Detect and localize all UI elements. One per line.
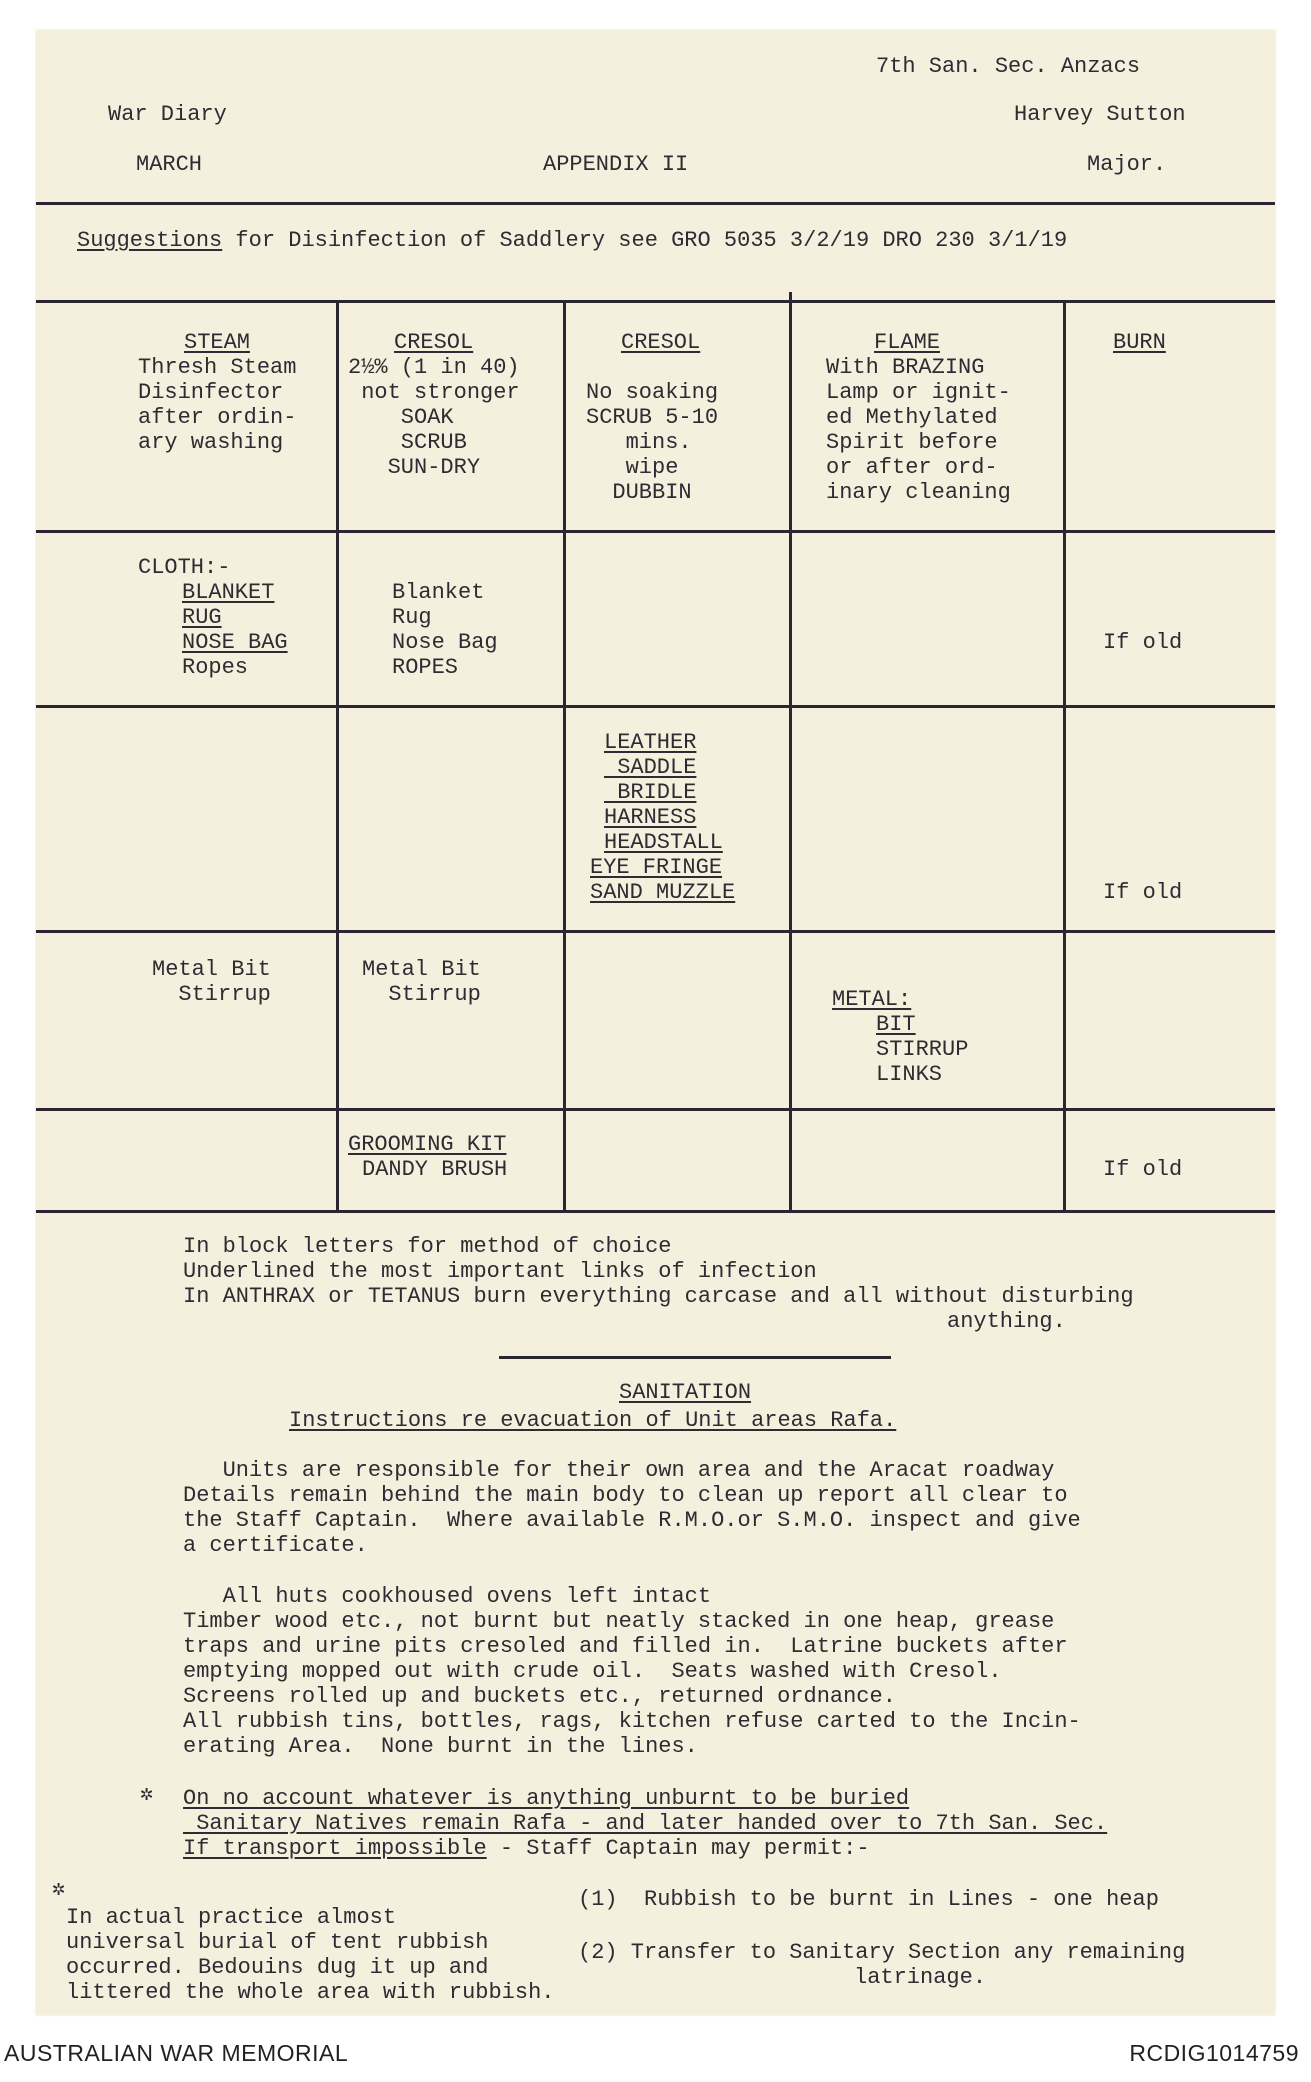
- note-block-letters: In block letters for method of choice: [183, 1234, 672, 1259]
- steam-heading: STEAM: [184, 330, 251, 355]
- cresol-heading-2: CRESOL: [621, 330, 701, 355]
- cloth-burn: If old: [1103, 630, 1183, 655]
- rank-label: Major.: [1087, 152, 1167, 177]
- document-page: [36, 30, 1275, 2015]
- flame-heading: FLAME: [874, 330, 941, 355]
- header-rule: [36, 202, 1275, 205]
- section-divider: [499, 1356, 891, 1359]
- footnote-star-icon: ✲: [52, 1877, 66, 1902]
- cloth-cresol-items: Blanket Rug Nose Bag ROPES: [392, 580, 498, 680]
- table-rule-bottom: [36, 1210, 1275, 1213]
- table-col-2: [563, 300, 566, 1212]
- steam-method: Thresh Steam Disinfector after ordin- ary washing: [138, 355, 297, 455]
- footnote-text: In actual practice almost universal burial of tent rubbish occurred. Bedouins dug it up and littered the whole area with rubbish.: [66, 1905, 555, 2005]
- metal-flame-bit: BIT: [876, 1012, 916, 1037]
- table-rule-top: [36, 300, 1275, 303]
- cloth-heading: CLOTH:-: [138, 555, 231, 580]
- sanitation-para-1: Units are responsible for their own area and the Aracat roadway Details remain behind the main body to clean up report all clear to the Staff Captain. Where available R.M.O.or S.M.O. inspect and give a certificate.: [183, 1458, 1081, 1558]
- leather-item-sandmuzzle: SAND MUZZLE: [590, 880, 736, 905]
- month-label: MARCH: [136, 152, 203, 177]
- table-col-4: [1063, 300, 1066, 1212]
- sanitation-para-2: All huts cookhoused ovens left intact Timber wood etc., not burnt but neatly stacked in one heap, grease traps and urine pits cresoled and filled in. Latrine buckets after emptying mopped out with crude oil. Seats washed with Cresol. Screens rolled up and buckets etc., returned ordnance. All rubbish tins, bottles, rags, kitchen refuse carted to the Incin- erating Area. None burnt in the lines.: [183, 1584, 1081, 1759]
- metal-steam: Metal Bit Stirrup: [152, 957, 271, 1007]
- option-2: (2) Transfer to Sanitary Section any remaining: [578, 1940, 1186, 1965]
- cloth-item-ropes: Ropes: [182, 655, 249, 680]
- metal-flame-items: STIRRUP LINKS: [876, 1037, 969, 1087]
- grooming-item: DANDY BRUSH: [362, 1157, 508, 1182]
- sanitation-title: SANITATION: [619, 1380, 752, 1405]
- instruction-transport-rest: - Staff Captain may permit:-: [486, 1836, 870, 1861]
- cresol-method-2: No soaking SCRUB 5-10 mins. wipe DUBBIN: [586, 380, 719, 505]
- option-2-cont: latrinage.: [854, 1965, 987, 1990]
- leather-item-harness: HARNESS: [604, 805, 697, 830]
- author-name: Harvey Sutton: [1014, 102, 1186, 127]
- leather-item-saddle: SADDLE: [604, 755, 697, 780]
- instruction-transport-underlined: If transport impossible: [183, 1836, 487, 1861]
- footer-archive-name: AUSTRALIAN WAR MEMORIAL: [4, 2040, 349, 2066]
- unit-name: 7th San. Sec. Anzacs: [876, 54, 1141, 79]
- table-col-3: [789, 292, 792, 1212]
- suggestion-prefix: Suggestions: [77, 228, 223, 253]
- table-rule-1: [36, 530, 1275, 533]
- cresol-method-1: 2½% (1 in 40) not stronger SOAK SCRUB SUN-DRY: [348, 355, 520, 480]
- metal-cresol: Metal Bit Stirrup: [362, 957, 481, 1007]
- leather-item-headstall: HEADSTALL: [604, 830, 723, 855]
- diary-title: War Diary: [108, 102, 227, 127]
- cloth-item-nosebag: NOSE BAG: [182, 630, 288, 655]
- instruction-transport: [183, 1836, 870, 1861]
- leather-item-eyefringe: EYE FRINGE: [590, 855, 723, 880]
- star-mark-icon: ✲: [140, 1782, 154, 1807]
- footer-record-id: RCDIG1014759: [1129, 2040, 1299, 2066]
- suggestion-rest: for Disinfection of Saddlery see GRO 5035 3/2/19 DRO 230 3/1/19: [222, 228, 1068, 253]
- table-col-1: [336, 300, 339, 1212]
- flame-method: With BRAZING Lamp or ignit- ed Methylated Spirit before or after ord- inary cleaning: [826, 355, 1011, 505]
- leather-item-bridle: BRIDLE: [604, 780, 697, 805]
- option-1: (1) Rubbish to be burnt in Lines - one heap: [578, 1887, 1159, 1912]
- cresol-heading-1: CRESOL: [394, 330, 474, 355]
- grooming-heading: GROOMING KIT: [348, 1132, 507, 1157]
- note-underlined: Underlined the most important links of infection: [183, 1259, 817, 1284]
- instruction-no-burial: On no account whatever is anything unburnt to be buried: [183, 1786, 910, 1811]
- metal-flame-heading: METAL:: [832, 987, 912, 1012]
- cloth-item-blanket: BLANKET: [182, 580, 275, 605]
- leather-heading: LEATHER: [604, 730, 697, 755]
- note-anthrax: In ANTHRAX or TETANUS burn everything carcase and all without disturbing: [183, 1284, 1134, 1309]
- burn-heading: BURN: [1113, 330, 1166, 355]
- grooming-burn: If old: [1103, 1157, 1183, 1182]
- cloth-item-rug: RUG: [182, 605, 222, 630]
- suggestion-line: [77, 228, 1067, 253]
- table-rule-4: [36, 1108, 1275, 1111]
- appendix-label: APPENDIX II: [543, 152, 689, 177]
- sanitation-subtitle: Instructions re evacuation of Unit areas Rafa.: [289, 1408, 897, 1433]
- instruction-sanitary-natives: Sanitary Natives remain Rafa - and later handed over to 7th San. Sec.: [183, 1811, 1108, 1836]
- note-anthrax-cont: anything.: [947, 1309, 1066, 1334]
- leather-burn: If old: [1103, 880, 1183, 905]
- table-rule-3: [36, 930, 1275, 933]
- table-rule-2: [36, 705, 1275, 708]
